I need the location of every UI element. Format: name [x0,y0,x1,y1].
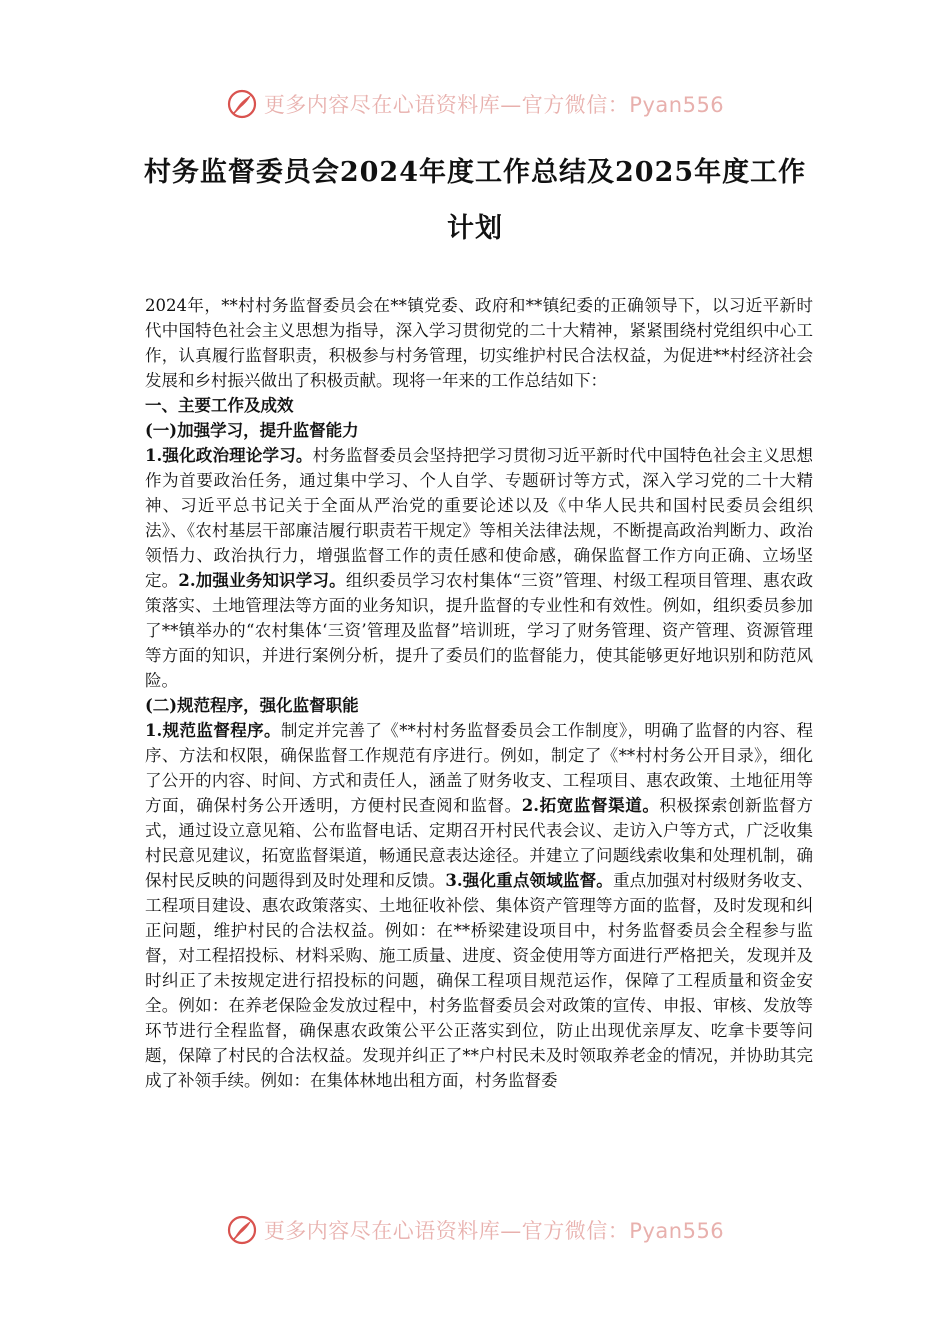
subsection-1-paragraph [145,443,813,693]
watermark-banner-top [0,84,950,124]
quill-logo-icon [226,88,258,120]
section-heading-1: 一、主要工作及成效 [145,396,294,415]
item-body-broaden-channels: 积极探索创新监督方式，通过设立意见箱、公布监督电话、定期召开村民代表会议、走访入户等方式，广泛收集村民意见建议，拓宽监督渠道，畅通民意表达途径。并建立了问题线索收集和处理机制，确保村民反映的问题得到及时处理和反馈。 [145,796,814,890]
item-lead-business-study: 2.加强业务知识学习。 [178,571,346,590]
item-body-business-study: 组织委员学习农村集体“三资”管理、村级工程项目管理、惠农政策落实、土地管理法等方面的业务知识，提升监督的专业性和有效性。例如，组织委员参加了**镇举办的“农村集体‘三资’管理及监督”培训班，学习了财务管理、资产管理、资源管理等方面的知识，并进行案例分析，提升了委员们的监督能力，使其能够更好地识别和防范风险。 [145,571,814,690]
document-title: 村务监督委员会2024年度工作总结及2025年度工作计划 [143,157,807,244]
watermark-text: 更多内容尽在心语资料库—官方微信：Pyan556 [263,1219,725,1243]
subsection-heading-2: (二)规范程序，强化监督职能 [145,696,359,715]
watermark-text: 更多内容尽在心语资料库—官方微信：Pyan556 [263,93,725,117]
subsection-2-paragraph [145,718,813,1093]
item-lead-broaden-channels: 2.拓宽监督渠道。 [521,796,660,815]
intro-paragraph: 2024年，**村村务监督委员会在**镇党委、政府和**镇纪委的正确领导下，以习近平新时代中国特色社会主义思想为指导，深入学习贯彻党的二十大精神，紧紧围绕村党组织中心工作，认真履行监督职责，积极参与村务管理，切实维护村民合法权益，为促进**村经济社会发展和乡村振兴做出了积极贡献。现将一年来的工作总结如下： [145,296,813,390]
item-lead-political-study: 1.强化政治理论学习。 [145,446,313,465]
item-lead-key-areas: 3.强化重点领域监督。 [445,871,613,890]
watermark-banner-bottom [0,1210,950,1250]
item-lead-standardize-procedure: 1.规范监督程序。 [145,721,281,740]
quill-logo-icon [226,1214,258,1246]
item-body-political-study: 村务监督委员会坚持把学习贯彻习近平新时代中国特色社会主义思想作为首要政治任务，通过集中学习、个人自学、专题研讨等方式，深入学习党的二十大精神、习近平总书记关于全面从严治党的重要论述以及《中华人民共和国村民委员会组织法》、《农村基层干部廉洁履行职责若干规定》等相关法律法规，不断提高政治判断力、政治领悟力、政治执行力，增强监督工作的责任感和使命感，确保监督工作方向正确、立场坚定。 [145,446,813,590]
subsection-heading-1: (一)加强学习，提升监督能力 [145,421,359,440]
item-body-key-areas: 重点加强对村级财务收支、工程项目建设、惠农政策落实、土地征收补偿、集体资产管理等方面的监督，及时发现和纠正问题，维护村民的合法权益。例如：在**桥梁建设项目中，村务监督委员会全程参与监督，对工程招投标、材料采购、施工质量、进度、资金使用等方面进行严格把关，发现并及时纠正了未按规定进行招投标的问题，确保工程项目规范运作，保障了工程质量和资金安全。例如：在养老保险金发放过程中，村务监督委员会对政策的宣传、申报、审核、发放等环节进行全程监督，确保惠农政策公平公正落实到位，防止出现优亲厚友、吃拿卡要等问题，保障了村民的合法权益。发现并纠正了**户村民未及时领取养老金的情况，并协助其完成了补领手续。例如：在集体林地出租方面，村务监督委 [145,871,814,1090]
document-body [145,293,813,1093]
item-body-standardize-procedure: 制定并完善了《**村村务监督委员会工作制度》，明确了监督的内容、程序、方法和权限，确保监督工作规范有序进行。例如，制定了《**村村务公开目录》，细化了公开的内容、时间、方式和责任人，涵盖了财务收支、工程项目、惠农政策、土地征用等方面，确保村务公开透明，方便村民查阅和监督。 [145,721,814,815]
